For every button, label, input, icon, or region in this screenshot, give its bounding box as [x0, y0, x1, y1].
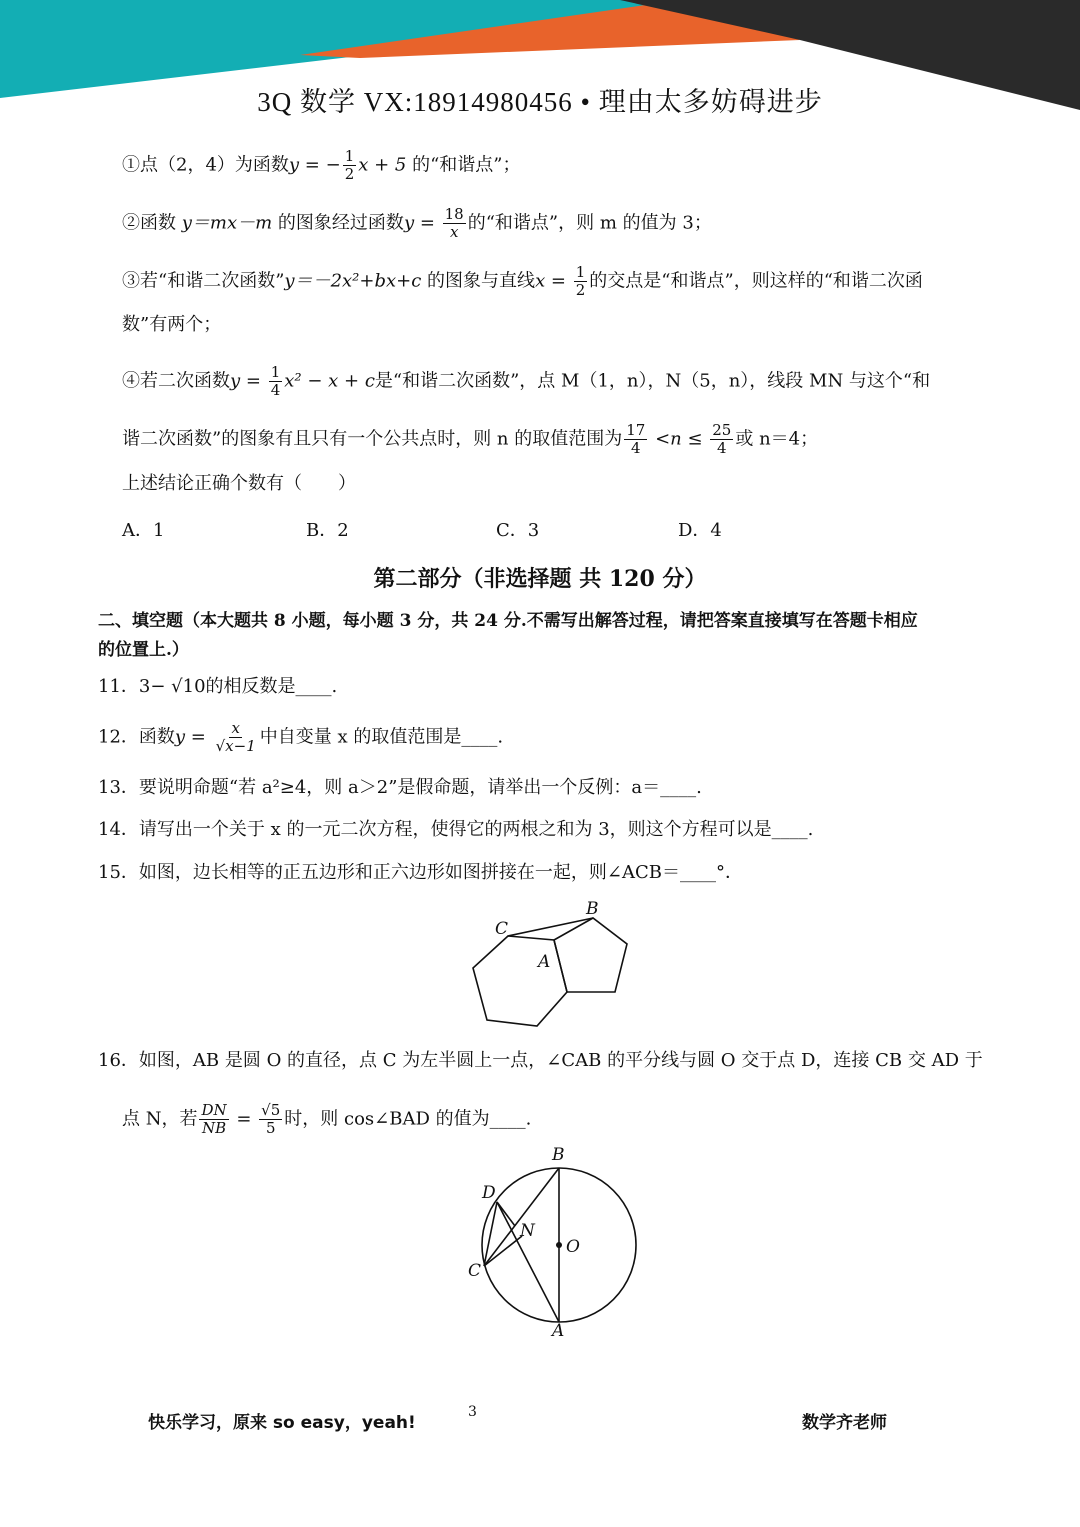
header-title: 3Q 数学 VX:18914980456 • 理由太多妨碍进步: [257, 87, 823, 117]
q10-statement-4: ④若二次函数y = $\frac{1}{4}$ x² − x + c是“和谐二次函数”，点 M（1，n），N（5，n），线段 MN 与这个“和: [122, 363, 931, 399]
question-16-line1: 16．如图，AB 是圆 O 的直径，点 C 为左半圆上一点，∠CAB 的平分线与圆 O 交于点 D，连接 CB 交 AD 于: [98, 1050, 983, 1071]
label-B: B: [586, 899, 599, 919]
question-12: 12．函数y = $\frac{x}{√x-1}$ 中自变量 x 的取值范围是____.: [98, 719, 504, 755]
label-C: C: [468, 1261, 482, 1281]
segment-AD: [497, 1202, 559, 1322]
page-number: 3: [468, 1404, 477, 1420]
pentagon: [554, 918, 627, 992]
footer-left: 快乐学习，原来 so easy，yeah!: [148, 1413, 416, 1433]
question-16-line2: 点 N，若 $\frac{DN}{NB}$ = $\frac{√5}{5}$ 时，则 cos∠BAD 的值为____.: [122, 1101, 532, 1137]
section2-heading-line2: 的位置上.）: [98, 640, 189, 660]
question-13: 13．要说明命题“若 a²≥4，则 a＞2”是假命题，请举出一个反例：a＝____.: [98, 777, 702, 798]
q15-figure: [460, 896, 650, 1036]
label-A: A: [538, 952, 551, 972]
q10-statement-2: ②函数 y＝mx－m 的图象经过函数y = $\frac{18}{x}$ 的“和谐点”，则 m 的值为 3；: [122, 205, 712, 241]
q10-statement-3: ③若“和谐二次函数”y＝－2x²+bx+c 的图象与直线x = $\frac{1}{2}$ 的交点是“和谐点”，则这样的“和谐二次函: [122, 263, 923, 299]
question-11: 11．3− √10的相反数是____.: [98, 676, 338, 697]
choice-c: C．3: [496, 520, 540, 541]
q10-statement-1: ①点（2，4）为函数y = − $\frac{1}{2}$ x + 5 的“和谐点”；: [122, 147, 521, 183]
question-14: 14．请写出一个关于 x 的一元二次方程，使得它的两根之和为 3，则这个方程可以是____.: [98, 819, 814, 840]
q16-figure: [460, 1140, 650, 1340]
hexagon: [473, 936, 567, 1026]
label-O: O: [566, 1237, 580, 1257]
question-15: 15．如图，边长相等的正五边形和正六边形如图拼接在一起，则∠ACB＝____°．: [98, 862, 743, 883]
choice-d: D．4: [678, 520, 722, 541]
center-O-dot: [556, 1242, 562, 1248]
q10-question: 上述结论正确个数有（ ）: [122, 473, 356, 494]
choice-b: B．2: [306, 520, 349, 541]
footer-right: 数学齐老师: [802, 1413, 887, 1433]
label-B: B: [552, 1145, 565, 1165]
q10-statement-3-cont: 数”有两个；: [122, 314, 222, 335]
section2-heading-line1: 二、填空题（本大题共 8 小题，每小题 3 分，共 24 分.不需写出解答过程，请把答案直接填写在答题卡相应: [98, 611, 918, 631]
q10-statement-4-cont: 谐二次函数”的图象有且只有一个公共点时，则 n 的取值范围为 $\frac{17}{4}$ <n ≤ $\frac{25}{4}$ 或 n＝4；: [122, 421, 819, 457]
part2-title: 第二部分（非选择题 共 120 分）: [373, 566, 707, 592]
segment-CB: [508, 918, 593, 936]
segment-DN: [497, 1202, 515, 1226]
label-A: A: [552, 1321, 565, 1340]
label-D: D: [482, 1183, 496, 1203]
label-C: C: [495, 919, 509, 939]
label-N: N: [520, 1221, 535, 1241]
choice-a: A．1: [122, 520, 165, 541]
